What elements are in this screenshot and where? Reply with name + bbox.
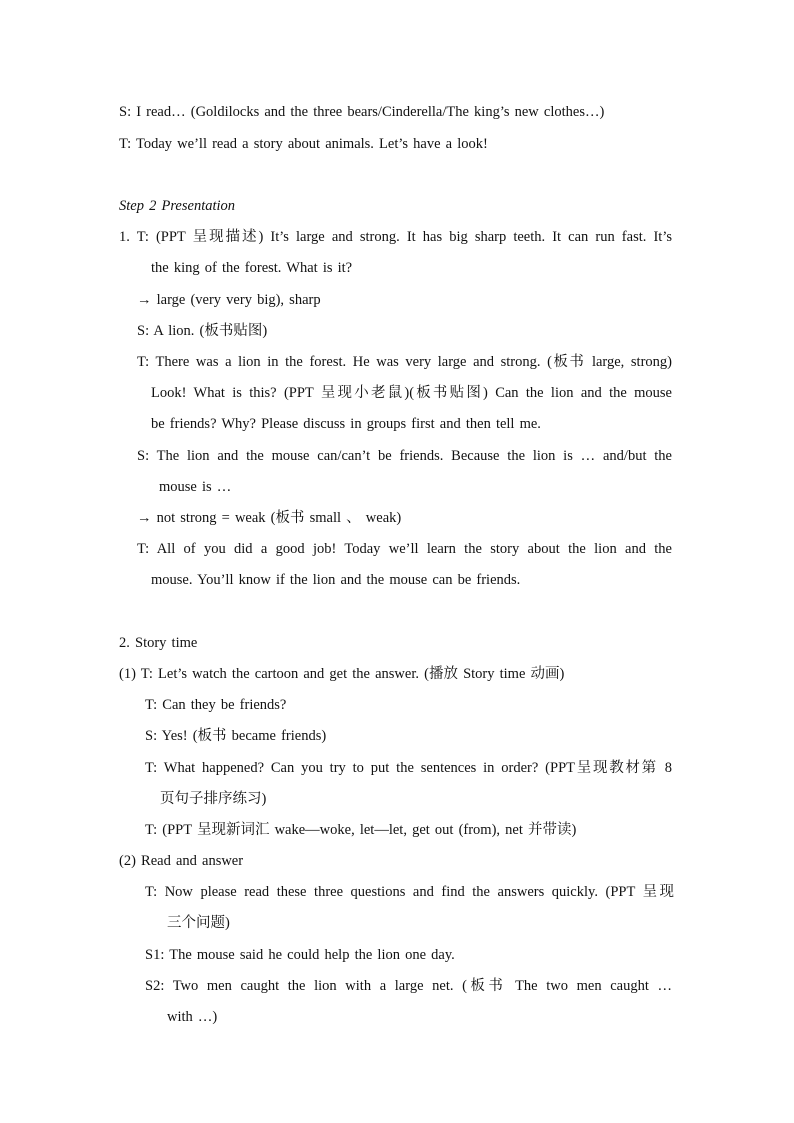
text-line: S1: The mouse said he could help the lion one day. (145, 947, 455, 963)
text-line: S: A lion. (板书贴图) (137, 323, 268, 339)
text-line: 三个问题) (167, 915, 230, 931)
text-line: the king of the forest. What is it? (151, 260, 353, 276)
text-line: → large (very very big), sharp (137, 292, 321, 308)
text-line: S2: Two men caught the lion with a large net. (板书 The two men caught … (145, 978, 672, 994)
text-line: mouse. You’ll know if the lion and the mouse can be friends. (151, 572, 521, 588)
section-heading: 2. Story time (119, 635, 198, 651)
text-line: with …) (167, 1009, 218, 1025)
text-line: T: Can they be friends? (145, 697, 287, 713)
section-heading: Step 2 Presentation (119, 198, 236, 214)
text-line: T: Today we’ll read a story about animals. Let’s have a look! (119, 136, 488, 152)
text-line: (1) T: Let’s watch the cartoon and get the answer. (播放 Story time 动画) (119, 666, 565, 682)
text-line: T: Now please read these three questions and find the answers quickly. (PPT 呈现 (145, 884, 674, 900)
text-line: 页句子排序练习) (160, 791, 267, 807)
text-line: S: I read… (Goldilocks and the three bears/Cinderella/The king’s new clothes…) (119, 104, 605, 120)
text-line: T: There was a lion in the forest. He was very large and strong. (板书 large, strong) (137, 354, 672, 370)
text-line: 1. T: (PPT 呈现描述) It’s large and strong. It has big sharp teeth. It can run fast. It’s (119, 229, 672, 245)
text-line: S: Yes! (板书 became friends) (145, 728, 327, 744)
text-line: mouse is … (159, 479, 232, 495)
text-line: Look! What is this? (PPT 呈现小老鼠)(板书贴图) Can the lion and the mouse (151, 385, 672, 401)
text-line: be friends? Why? Please discuss in groups first and then tell me. (151, 416, 541, 432)
section-heading: (2) Read and answer (119, 853, 244, 869)
text-line: T: All of you did a good job! Today we’ll learn the story about the lion and the (137, 541, 672, 557)
text-line: S: The lion and the mouse can/can’t be friends. Because the lion is … and/but the (137, 448, 672, 464)
text-line: → not strong = weak (板书 small 、 weak) (137, 510, 402, 526)
text-line: T: (PPT 呈现新词汇 wake—woke, let—let, get out (from), net 并带读) (145, 822, 577, 838)
text-line: T: What happened? Can you try to put the sentences in order? (PPT呈现教材第 8 (145, 760, 672, 776)
